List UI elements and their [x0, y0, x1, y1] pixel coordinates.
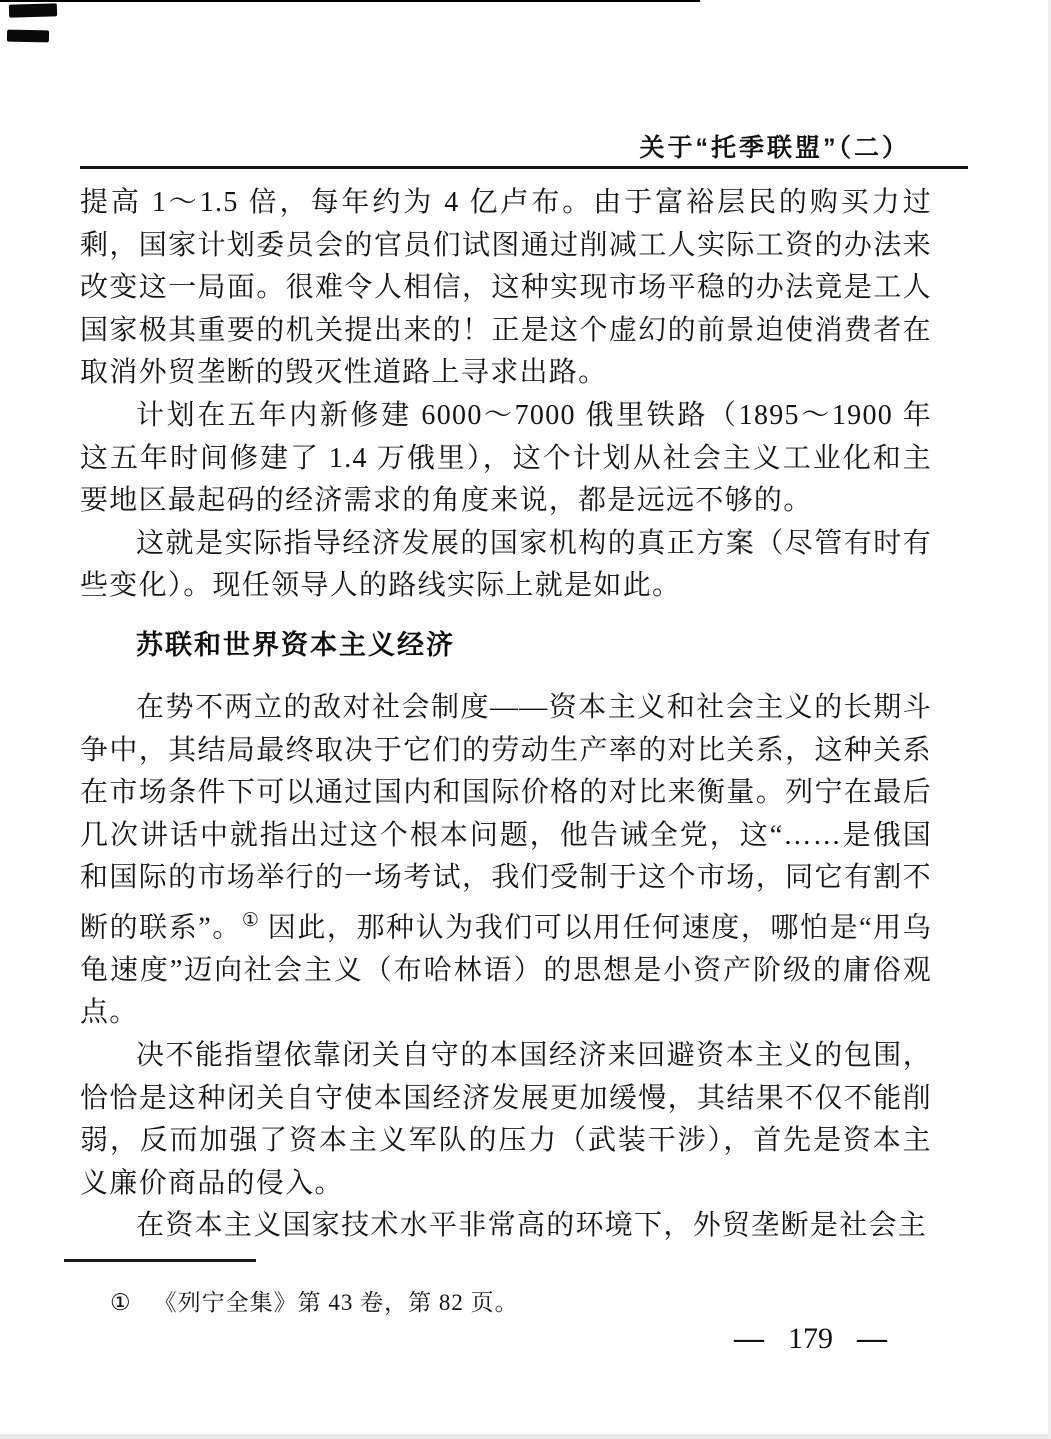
page-number-left-dash: — — [734, 1322, 764, 1355]
scan-top-edge-artifact — [0, 0, 700, 2]
paragraph-isolation: 决不能指望依靠闭关自守的本国经济来回避资本主义的包围，恰恰是这种闭关自守使本国经济发展更加缓慢，其结果不仅不能削弱，反而加强了资本主义军队的压力（武装干涉），首先是资本主义廉价商品的侵入。 — [80, 1040, 932, 1199]
page-number — [718, 1322, 903, 1356]
scan-bottom-edge-shade — [0, 1434, 1051, 1439]
paragraph-lenin-quote-text: 在势不两立的敌对社会制度——资本主义和社会主义的长期斗争中，其结局最终取决于它们的劳动生产率的对比关系，这种关系在市场条件下可以通过国内和国际价格的对比来衡量。列宁在最后几次讲话中就指出过这个根本问题，他告诫全党，这“……是俄国和国际的市场举行的一场考试，我们受制于这个市场，同它有割不断的联系”。 — [80, 691, 932, 944]
page-number-right-dash: — — [857, 1322, 887, 1355]
paragraph-lenin-quote-continue: 因此，那种认为我们可以用任何速度，哪怕是“用乌龟速度”迈向社会主义（布哈林语）的思想是小资产阶级的庸俗观点。 — [80, 912, 932, 1029]
header-rule — [80, 166, 968, 169]
paragraph-railway-plan: 计划在五年内新修建 6000～7000 俄里铁路（1895～1900 年这五年时间修建了 1.4 万俄里），这个计划从社会主义工业化和主要地区最起码的经济需求的角度来说，都是远远不够的。 — [80, 399, 932, 517]
section-heading: 苏联和世界资本主义经济 — [136, 629, 455, 660]
footnote-separator — [64, 1259, 256, 1262]
footnote — [110, 1284, 519, 1317]
paragraph-lenin-quote — [80, 687, 932, 1035]
scan-corner-smudge-1 — [9, 3, 57, 17]
page-body — [80, 182, 932, 1248]
footnote-reference-1: ① — [241, 909, 260, 931]
page-number-value: 179 — [788, 1322, 833, 1355]
paragraph-state-plan: 这就是实际指导经济发展的国家机构的真正方案（尽管有时有些变化）。现任领导人的路线实际上就是如此。 — [80, 527, 932, 602]
paragraph-monopoly-cutoff: 在资本主义国家技术水平非常高的环境下，外贸垄断是社会主 — [136, 1210, 928, 1242]
footnote-text: 《列宁全集》第 43 卷，第 82 页。 — [153, 1290, 519, 1315]
footnote-marker: ① — [110, 1290, 132, 1315]
scan-corner-smudge-2 — [7, 30, 49, 43]
paragraph-continued: 提高 1～1.5 倍，每年约为 4 亿卢布。由于富裕层民的购买力过剩，国家计划委员会的官员们试图通过削减工人实际工资的办法来改变这一局面。很难令人相信，这种实现市场平稳的办法竟是工人国家极其重要的机关提出来的！正是这个虚幻的前景迫使消费者在取消外贸垄断的毁灭性道路上寻求出路。 — [80, 187, 932, 389]
running-head-title: 关于“托季联盟”（二） — [639, 134, 910, 162]
